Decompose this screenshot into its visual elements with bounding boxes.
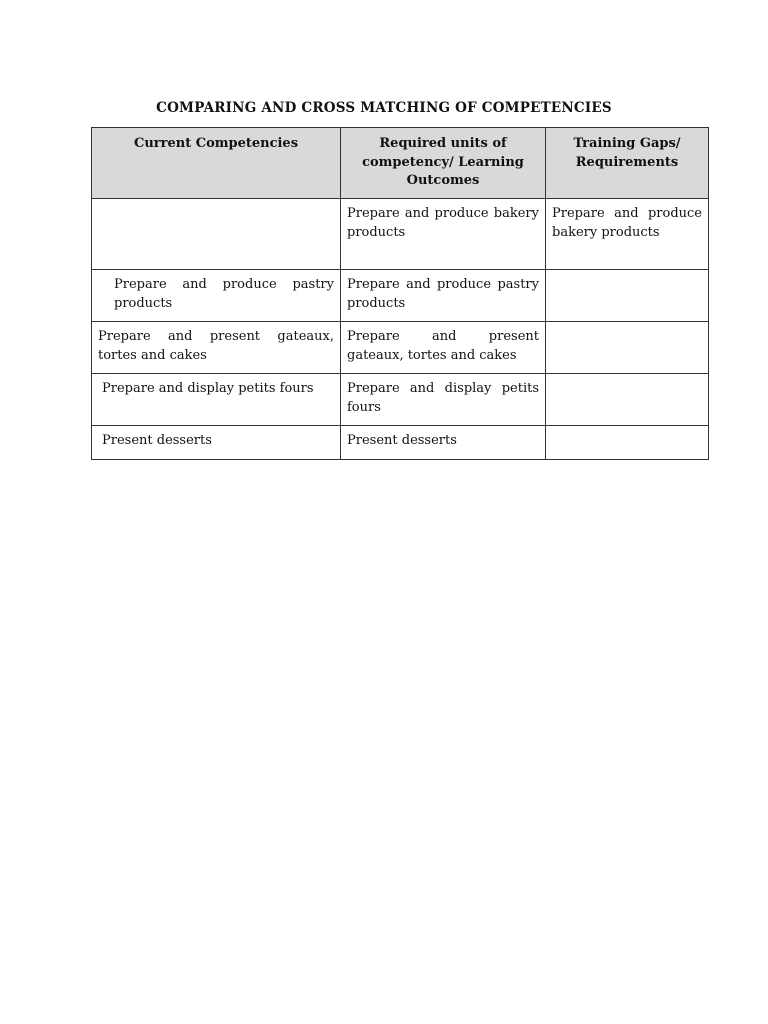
header-required-units: Required units of competency/ Learning Outcomes [341,128,546,199]
table-row [92,270,709,322]
cell-current: Present desserts [92,426,341,460]
cell-gap [546,270,709,322]
table-row [92,322,709,374]
cell-current [92,199,341,270]
cell-current: Prepare and display petits fours [92,374,341,426]
cell-required: Present desserts [341,426,546,460]
cell-required: Prepare and produce bakery products [341,199,546,270]
table-row [92,374,709,426]
table-row [92,426,709,460]
table-header-row [92,128,709,199]
cell-gap [546,374,709,426]
cell-required: Prepare and present gateaux, tortes and cakes [341,322,546,374]
cell-required: Prepare and display petits fours [341,374,546,426]
cell-gap: Prepare and produce bakery products [546,199,709,270]
table-row [92,199,709,270]
cell-current: Prepare and present gateaux, tortes and cakes [92,322,341,374]
cell-gap [546,426,709,460]
header-training-gaps: Training Gaps/ Requirements [546,128,709,199]
document-title: COMPARING AND CROSS MATCHING OF COMPETENCIES [156,100,612,116]
header-current-competencies: Current Competencies [92,128,341,199]
competency-comparison-table [91,127,709,460]
cell-gap [546,322,709,374]
cell-current: Prepare and produce pastry products [92,270,341,322]
cell-required: Prepare and produce pastry products [341,270,546,322]
